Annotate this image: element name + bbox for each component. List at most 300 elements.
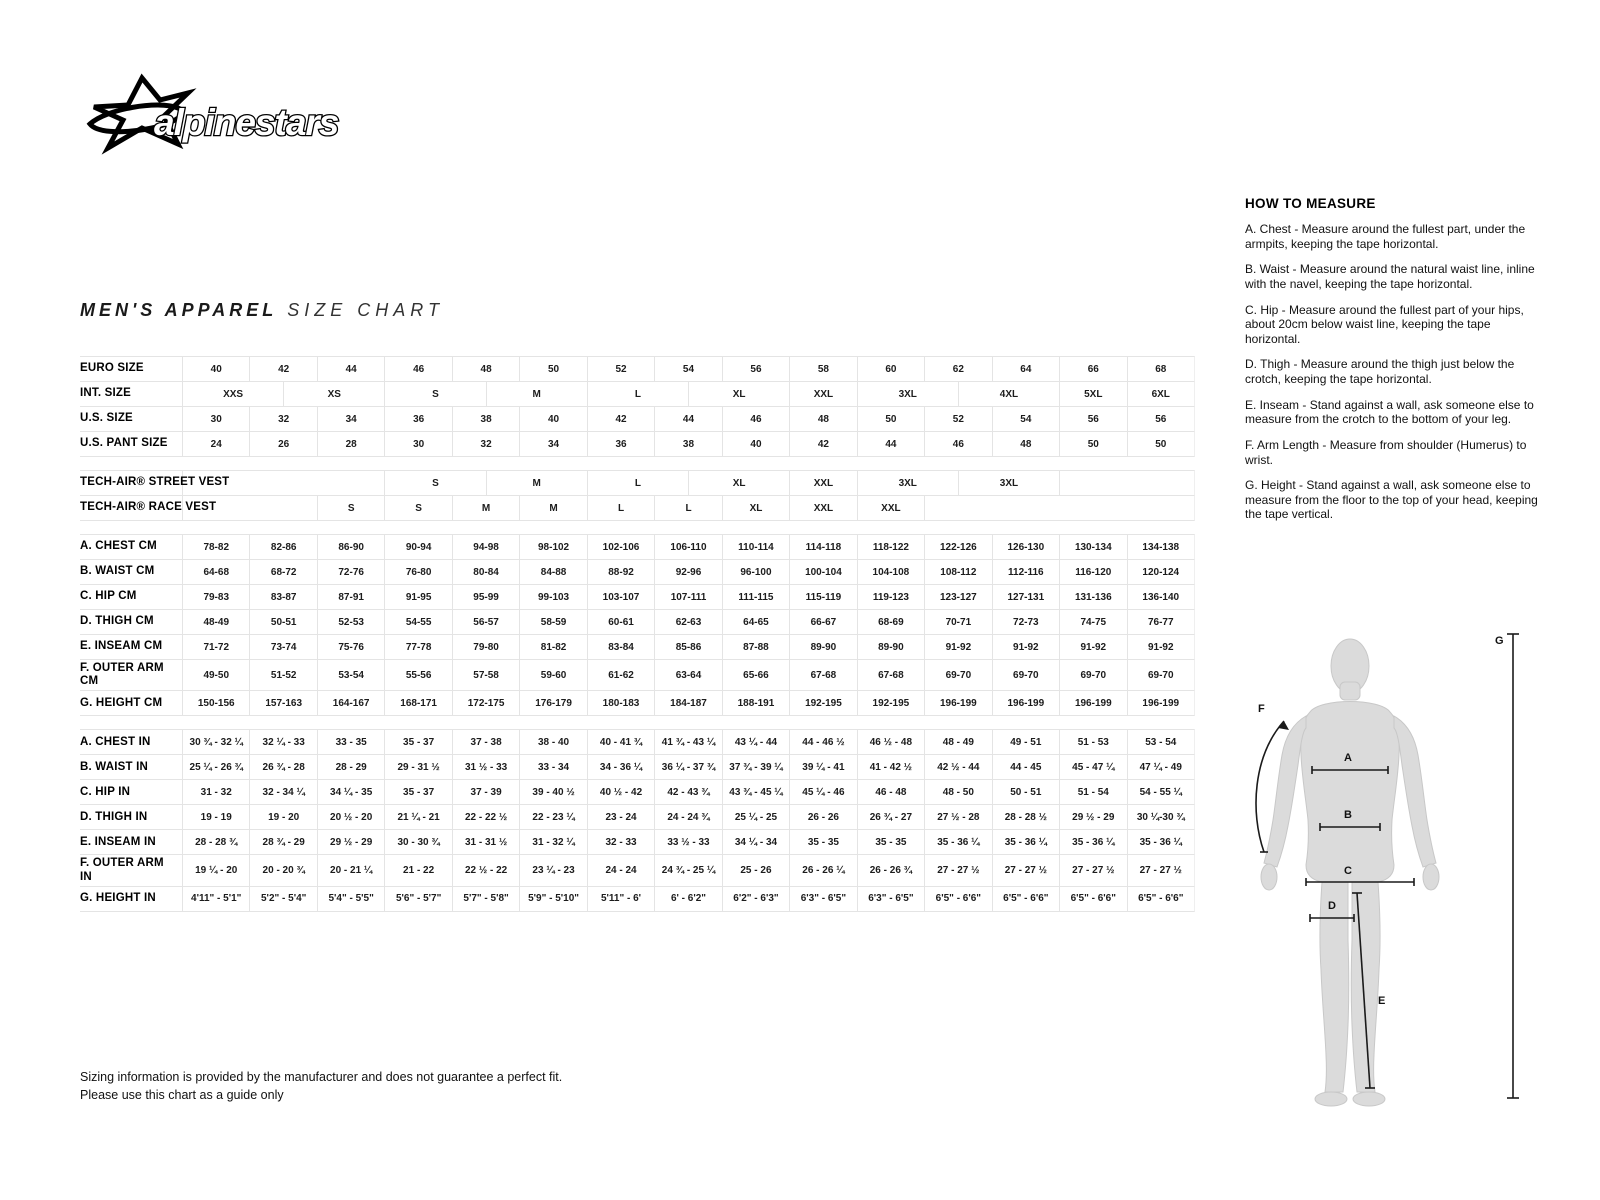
row-label: A. CHEST IN xyxy=(80,735,151,748)
size-cell: 52 xyxy=(587,357,654,381)
size-cell: 33 ½ - 33 xyxy=(654,830,721,854)
disclaimer-line1: Sizing information is provided by the manufacturer and does not guarantee a perfect fit. xyxy=(80,1070,563,1084)
size-cell: 42 ½ - 44 xyxy=(924,755,991,779)
size-cell: 6'3" - 6'5" xyxy=(857,887,924,911)
size-cell: 91-92 xyxy=(1059,635,1126,659)
size-cell: 63-64 xyxy=(654,660,721,690)
size-cell: 196-199 xyxy=(1059,691,1126,715)
size-cell: 44 - 46 ½ xyxy=(789,730,856,754)
size-cell: 19 - 20 xyxy=(249,805,316,829)
size-cell: 72-73 xyxy=(992,610,1059,634)
size-cell: 20 - 20 ¾ xyxy=(249,855,316,885)
size-cell: 184-187 xyxy=(654,691,721,715)
row-label: B. WAIST CM xyxy=(80,565,155,578)
table-row xyxy=(80,584,1195,609)
table-row xyxy=(80,754,1195,779)
size-cell: 44 xyxy=(654,407,721,431)
size-cell: 196-199 xyxy=(992,691,1059,715)
size-cell: 127-131 xyxy=(992,585,1059,609)
size-cell: 45 ¼ - 46 xyxy=(789,780,856,804)
size-cell: 60-61 xyxy=(587,610,654,634)
size-cell: 32 ¼ - 33 xyxy=(249,730,316,754)
size-cell: 188-191 xyxy=(722,691,789,715)
size-cell: L xyxy=(587,382,688,406)
size-cell: 26 - 26 ¼ xyxy=(789,855,856,885)
size-cell: 23 - 24 xyxy=(587,805,654,829)
logo-wordmark: alpinestars xyxy=(154,102,339,143)
page-title xyxy=(80,300,444,321)
size-cell: 164-167 xyxy=(317,691,384,715)
size-cell: 41 - 42 ½ xyxy=(857,755,924,779)
size-cell: 77-78 xyxy=(384,635,451,659)
size-cell: 87-91 xyxy=(317,585,384,609)
size-cell: 34 ¼ - 35 xyxy=(317,780,384,804)
table-row xyxy=(80,495,1195,521)
size-cell: 68 xyxy=(1127,357,1194,381)
table-row xyxy=(80,431,1195,457)
size-cell: 59-60 xyxy=(519,660,586,690)
size-cell: 22 ½ - 22 xyxy=(452,855,519,885)
size-cell: 49-50 xyxy=(182,660,249,690)
thigh-label: D xyxy=(1328,900,1336,912)
size-cell: 30 ¾ - 32 ¼ xyxy=(182,730,249,754)
size-cell: 89-90 xyxy=(857,635,924,659)
size-cell: 96-100 xyxy=(722,560,789,584)
size-cell: 99-103 xyxy=(519,585,586,609)
size-cell: 81-82 xyxy=(519,635,586,659)
row-label: F. OUTER ARM CM xyxy=(80,662,164,688)
size-cell: 35 - 36 ¼ xyxy=(992,830,1059,854)
size-cell: 122-126 xyxy=(924,535,991,559)
size-cell: 92-96 xyxy=(654,560,721,584)
size-cell: 94-98 xyxy=(452,535,519,559)
size-cell: 25 ¼ - 25 xyxy=(722,805,789,829)
size-cell: 26 ¾ - 28 xyxy=(249,755,316,779)
size-cell: 3XL xyxy=(958,471,1059,495)
size-cell: 56-57 xyxy=(452,610,519,634)
size-cell: XXL xyxy=(789,496,856,520)
table-row xyxy=(80,729,1195,754)
how-to-measure-section xyxy=(1245,196,1545,522)
size-cell: 30 xyxy=(182,407,249,431)
size-cell: 26 xyxy=(249,432,316,456)
size-cell: 110-114 xyxy=(722,535,789,559)
size-cell: 29 ½ - 29 xyxy=(317,830,384,854)
size-cell: 64-65 xyxy=(722,610,789,634)
size-cell: 50 xyxy=(519,357,586,381)
page-title-sub: SIZE CHART xyxy=(287,300,444,320)
hip-label: C xyxy=(1344,865,1352,877)
size-cell: 34 ¼ - 34 xyxy=(722,830,789,854)
size-cell: XL xyxy=(688,382,789,406)
size-cell: L xyxy=(587,471,688,495)
size-cell: 192-195 xyxy=(857,691,924,715)
row-label: C. HIP CM xyxy=(80,590,137,603)
size-cell: 6' - 6'2" xyxy=(654,887,721,911)
size-cell: 27 ½ - 28 xyxy=(924,805,991,829)
size-cell: 103-107 xyxy=(587,585,654,609)
size-cell: 25 - 26 xyxy=(722,855,789,885)
size-cell: 4'11" - 5'1" xyxy=(182,887,249,911)
table-row xyxy=(80,381,1195,406)
size-cell: 28 - 28 ½ xyxy=(992,805,1059,829)
measure-instruction: A. Chest - Measure around the fullest part, under the armpits, keeping the tape horizontal. xyxy=(1245,222,1526,251)
size-cell: 37 ¾ - 39 ¼ xyxy=(722,755,789,779)
size-cell: 168-171 xyxy=(384,691,451,715)
size-cell: 130-134 xyxy=(1059,535,1126,559)
size-cell: 45 - 47 ¼ xyxy=(1059,755,1126,779)
size-cell: 19 - 19 xyxy=(182,805,249,829)
how-to-measure-list xyxy=(1245,222,1545,522)
size-cell: 31 - 31 ½ xyxy=(452,830,519,854)
size-cell: 57-58 xyxy=(452,660,519,690)
inseam-label: E xyxy=(1378,995,1386,1007)
size-cell: 58 xyxy=(789,357,856,381)
size-cell: 35 - 36 ¼ xyxy=(1127,830,1194,854)
waist-label: B xyxy=(1344,809,1352,821)
size-cell: 69-70 xyxy=(924,660,991,690)
size-cell: 123-127 xyxy=(924,585,991,609)
size-cell: 35 - 36 ¼ xyxy=(924,830,991,854)
size-cell: 43 ¾ - 45 ¼ xyxy=(722,780,789,804)
size-cell: XXL xyxy=(857,496,924,520)
size-cell: 55-56 xyxy=(384,660,451,690)
row-label: D. THIGH IN xyxy=(80,810,148,823)
size-cell: 35 - 35 xyxy=(789,830,856,854)
size-cell: 44 xyxy=(857,432,924,456)
size-cell: 76-77 xyxy=(1127,610,1194,634)
size-cell: 5'7" - 5'8" xyxy=(452,887,519,911)
size-cell: 88-92 xyxy=(587,560,654,584)
size-cell: 120-124 xyxy=(1127,560,1194,584)
alpinestars-logo xyxy=(78,70,368,165)
size-cell: 98-102 xyxy=(519,535,586,559)
size-cell: 41 ¾ - 43 ¼ xyxy=(654,730,721,754)
size-cell: 91-95 xyxy=(384,585,451,609)
size-cell: 67-68 xyxy=(789,660,856,690)
size-cell: L xyxy=(587,496,654,520)
size-cell: 54-55 xyxy=(384,610,451,634)
size-cell: 131-136 xyxy=(1059,585,1126,609)
size-cell: 85-86 xyxy=(654,635,721,659)
size-cell: 5'6" - 5'7" xyxy=(384,887,451,911)
size-cell: 35 - 35 xyxy=(857,830,924,854)
size-cell: 27 - 27 ½ xyxy=(992,855,1059,885)
size-cell: 25 ¼ - 26 ¾ xyxy=(182,755,249,779)
size-cell: 35 - 37 xyxy=(384,780,451,804)
size-cell: 196-199 xyxy=(1127,691,1194,715)
size-cell: 56 xyxy=(1127,407,1194,431)
size-cell: 23 ¼ - 23 xyxy=(519,855,586,885)
size-cell: 54 - 55 ¼ xyxy=(1127,780,1194,804)
size-cell: XXS xyxy=(182,382,283,406)
table-row xyxy=(80,634,1195,659)
size-cell: 79-83 xyxy=(182,585,249,609)
size-cell: S xyxy=(384,382,485,406)
table-row xyxy=(80,470,1195,495)
size-cell: 79-80 xyxy=(452,635,519,659)
size-cell: 65-66 xyxy=(722,660,789,690)
size-cell: 64-68 xyxy=(182,560,249,584)
size-cell: 83-87 xyxy=(249,585,316,609)
size-cell: XL xyxy=(722,496,789,520)
size-cell: 36 xyxy=(384,407,451,431)
size-cell: 157-163 xyxy=(249,691,316,715)
size-cell: 24 xyxy=(182,432,249,456)
size-cell: 21 ¼ - 21 xyxy=(384,805,451,829)
size-cell: 73-74 xyxy=(249,635,316,659)
size-cell: 29 ½ - 29 xyxy=(1059,805,1126,829)
body-measurement-figure xyxy=(1240,620,1530,1120)
size-cell: 32 - 34 ¼ xyxy=(249,780,316,804)
size-cell: 71-72 xyxy=(182,635,249,659)
table-row xyxy=(80,559,1195,584)
size-cell: 39 ¼ - 41 xyxy=(789,755,856,779)
size-cell: 112-116 xyxy=(992,560,1059,584)
size-cell: 116-120 xyxy=(1059,560,1126,584)
size-cell: 51 - 54 xyxy=(1059,780,1126,804)
size-cell: M xyxy=(519,496,586,520)
size-cell: 37 - 38 xyxy=(452,730,519,754)
table-row xyxy=(80,854,1195,885)
size-cell: 33 - 34 xyxy=(519,755,586,779)
size-cell: 26 ¾ - 27 xyxy=(857,805,924,829)
size-cell: 80-84 xyxy=(452,560,519,584)
size-cell: 76-80 xyxy=(384,560,451,584)
size-cell: 43 ¼ - 44 xyxy=(722,730,789,754)
measure-instruction: B. Waist - Measure around the natural waist line, inline with the navel, keeping the tape horizontal. xyxy=(1245,262,1535,291)
size-cell: 35 - 36 ¼ xyxy=(1059,830,1126,854)
size-cell: 36 xyxy=(587,432,654,456)
size-cell: 42 - 43 ¾ xyxy=(654,780,721,804)
page-title-main: MEN'S APPAREL xyxy=(80,300,278,320)
size-cell: 34 xyxy=(317,407,384,431)
size-cell: 26 - 26 ¾ xyxy=(857,855,924,885)
size-cell xyxy=(1059,471,1194,495)
size-cell: 32 - 33 xyxy=(587,830,654,854)
size-cell: 50 xyxy=(1059,432,1126,456)
size-cell: 31 ½ - 33 xyxy=(452,755,519,779)
size-cell: 40 - 41 ¾ xyxy=(587,730,654,754)
size-cell: M xyxy=(486,471,587,495)
size-cell: 67-68 xyxy=(857,660,924,690)
size-cell: 40 xyxy=(722,432,789,456)
size-cell: 66-67 xyxy=(789,610,856,634)
size-cell: 22 - 22 ½ xyxy=(452,805,519,829)
size-cell: 50-51 xyxy=(249,610,316,634)
size-cell: 4XL xyxy=(958,382,1059,406)
size-cell: 60 xyxy=(857,357,924,381)
size-cell: 32 xyxy=(452,432,519,456)
size-cell: S xyxy=(384,496,451,520)
size-cell: 69-70 xyxy=(992,660,1059,690)
size-cell: 51-52 xyxy=(249,660,316,690)
size-cell: 89-90 xyxy=(789,635,856,659)
size-cell: 176-179 xyxy=(519,691,586,715)
measure-instruction: C. Hip - Measure around the fullest part of your hips, about 20cm below waist line, keeping the tape horizontal. xyxy=(1245,302,1524,346)
table-row xyxy=(80,609,1195,634)
size-cell: 38 xyxy=(452,407,519,431)
size-cell: 6'3" - 6'5" xyxy=(789,887,856,911)
size-cell: 78-82 xyxy=(182,535,249,559)
chest-label: A xyxy=(1344,752,1352,764)
size-cell: 3XL xyxy=(857,471,958,495)
size-cell: 27 - 27 ½ xyxy=(924,855,991,885)
size-cell: 30 - 30 ¾ xyxy=(384,830,451,854)
size-cell: 47 ¼ - 49 xyxy=(1127,755,1194,779)
size-cell: 34 - 36 ¼ xyxy=(587,755,654,779)
size-cell: M xyxy=(452,496,519,520)
row-label: B. WAIST IN xyxy=(80,760,149,773)
size-cell: 107-111 xyxy=(654,585,721,609)
size-cell: 192-195 xyxy=(789,691,856,715)
size-cell: 42 xyxy=(587,407,654,431)
row-label: D. THIGH CM xyxy=(80,615,154,628)
size-cell: 20 - 21 ¼ xyxy=(317,855,384,885)
size-cell: 150-156 xyxy=(182,691,249,715)
size-cell: 42 xyxy=(249,357,316,381)
size-cell: 84-88 xyxy=(519,560,586,584)
row-label: U.S. PANT SIZE xyxy=(80,437,168,450)
size-cell: 61-62 xyxy=(587,660,654,690)
size-cell: 6'5" - 6'6" xyxy=(1127,887,1194,911)
table-row xyxy=(80,804,1195,829)
size-cell: 196-199 xyxy=(924,691,991,715)
table-row xyxy=(80,406,1195,431)
size-cell: 53 - 54 xyxy=(1127,730,1194,754)
size-cell: 95-99 xyxy=(452,585,519,609)
size-cell: 108-112 xyxy=(924,560,991,584)
size-cell: 118-122 xyxy=(857,535,924,559)
size-cell: 46 xyxy=(722,407,789,431)
size-cell: 114-118 xyxy=(789,535,856,559)
size-cell: 90-94 xyxy=(384,535,451,559)
height-label: G xyxy=(1495,635,1504,647)
row-label: E. INSEAM IN xyxy=(80,835,156,848)
size-cell: 180-183 xyxy=(587,691,654,715)
size-cell: 62-63 xyxy=(654,610,721,634)
size-cell: 3XL xyxy=(857,382,958,406)
size-cell: 5XL xyxy=(1059,382,1126,406)
size-cell: 50 - 51 xyxy=(992,780,1059,804)
size-cell: 48 xyxy=(992,432,1059,456)
table-row xyxy=(80,829,1195,854)
size-cell: 44 xyxy=(317,357,384,381)
size-cell: 5'4" - 5'5" xyxy=(317,887,384,911)
size-cell: 50 xyxy=(1127,432,1194,456)
size-cell: 31 - 32 ¼ xyxy=(519,830,586,854)
size-cell: 69-70 xyxy=(1127,660,1194,690)
size-cell: 102-106 xyxy=(587,535,654,559)
size-cell: XXL xyxy=(789,382,856,406)
size-cell: 83-84 xyxy=(587,635,654,659)
row-label: F. OUTER ARM IN xyxy=(80,857,164,883)
size-cell: 36 ¼ - 37 ¾ xyxy=(654,755,721,779)
size-cell: 31 - 32 xyxy=(182,780,249,804)
table-row xyxy=(80,886,1195,912)
size-cell: 35 - 37 xyxy=(384,730,451,754)
size-cell: 126-130 xyxy=(992,535,1059,559)
size-cell: 40 xyxy=(182,357,249,381)
size-cell: 34 xyxy=(519,432,586,456)
row-label: TECH-AIR® STREET VEST xyxy=(80,476,230,489)
size-cell: 48-49 xyxy=(182,610,249,634)
size-cell: 119-123 xyxy=(857,585,924,609)
size-cell: 6'5" - 6'6" xyxy=(1059,887,1126,911)
row-label: INT. SIZE xyxy=(80,387,132,400)
size-cell: 100-104 xyxy=(789,560,856,584)
size-table xyxy=(80,356,1195,912)
measure-instruction: E. Inseam - Stand against a wall, ask someone else to measure from the crotch to the bottom of your leg. xyxy=(1245,397,1534,427)
size-cell: 72-76 xyxy=(317,560,384,584)
size-cell: 56 xyxy=(722,357,789,381)
size-cell: 56 xyxy=(1059,407,1126,431)
size-cell: 30 xyxy=(384,432,451,456)
size-cell: 27 - 27 ½ xyxy=(1059,855,1126,885)
size-cell: 28 ¾ - 29 xyxy=(249,830,316,854)
size-cell: 69-70 xyxy=(1059,660,1126,690)
size-cell: 91-92 xyxy=(924,635,991,659)
size-cell: 104-108 xyxy=(857,560,924,584)
size-cell: 37 - 39 xyxy=(452,780,519,804)
size-cell: XXL xyxy=(789,471,856,495)
size-cell: 62 xyxy=(924,357,991,381)
size-cell: 49 - 51 xyxy=(992,730,1059,754)
size-cell: XS xyxy=(283,382,384,406)
size-cell: 29 - 31 ½ xyxy=(384,755,451,779)
size-cell: XL xyxy=(688,471,789,495)
size-cell: 30 ¼-30 ¾ xyxy=(1127,805,1194,829)
size-cell: L xyxy=(654,496,721,520)
size-cell: 46 - 48 xyxy=(857,780,924,804)
size-cell: 64 xyxy=(992,357,1059,381)
size-cell: S xyxy=(384,471,485,495)
size-cell: 52-53 xyxy=(317,610,384,634)
size-cell: 32 xyxy=(249,407,316,431)
size-cell: 44 - 45 xyxy=(992,755,1059,779)
size-cell: 52 xyxy=(924,407,991,431)
row-label: C. HIP IN xyxy=(80,785,131,798)
row-label: G. HEIGHT CM xyxy=(80,696,163,709)
size-cell: 74-75 xyxy=(1059,610,1126,634)
size-cell xyxy=(924,496,1194,520)
size-cell: 39 - 40 ½ xyxy=(519,780,586,804)
row-label: TECH-AIR® RACE VEST xyxy=(80,501,217,514)
size-cell: 42 xyxy=(789,432,856,456)
table-row xyxy=(80,659,1195,690)
size-cell: 53-54 xyxy=(317,660,384,690)
row-label: U.S. SIZE xyxy=(80,412,133,425)
size-cell: 51 - 53 xyxy=(1059,730,1126,754)
size-cell: 27 - 27 ½ xyxy=(1127,855,1194,885)
size-cell: M xyxy=(486,382,587,406)
size-cell: 111-115 xyxy=(722,585,789,609)
size-cell: 6'5" - 6'6" xyxy=(924,887,991,911)
size-cell: 28 xyxy=(317,432,384,456)
size-cell: 87-88 xyxy=(722,635,789,659)
size-cell: 54 xyxy=(992,407,1059,431)
size-cell: 21 - 22 xyxy=(384,855,451,885)
size-cell: 24 - 24 ¾ xyxy=(654,805,721,829)
how-to-measure-heading: HOW TO MEASURE xyxy=(1245,196,1376,211)
table-row xyxy=(80,690,1195,716)
size-cell: 22 - 23 ¼ xyxy=(519,805,586,829)
size-cell: 40 ½ - 42 xyxy=(587,780,654,804)
size-cell: 134-138 xyxy=(1127,535,1194,559)
arm-length-label: F xyxy=(1258,703,1265,715)
size-cell: 6'5" - 6'6" xyxy=(992,887,1059,911)
disclaimer-line2: Please use this chart as a guide only xyxy=(80,1088,284,1103)
